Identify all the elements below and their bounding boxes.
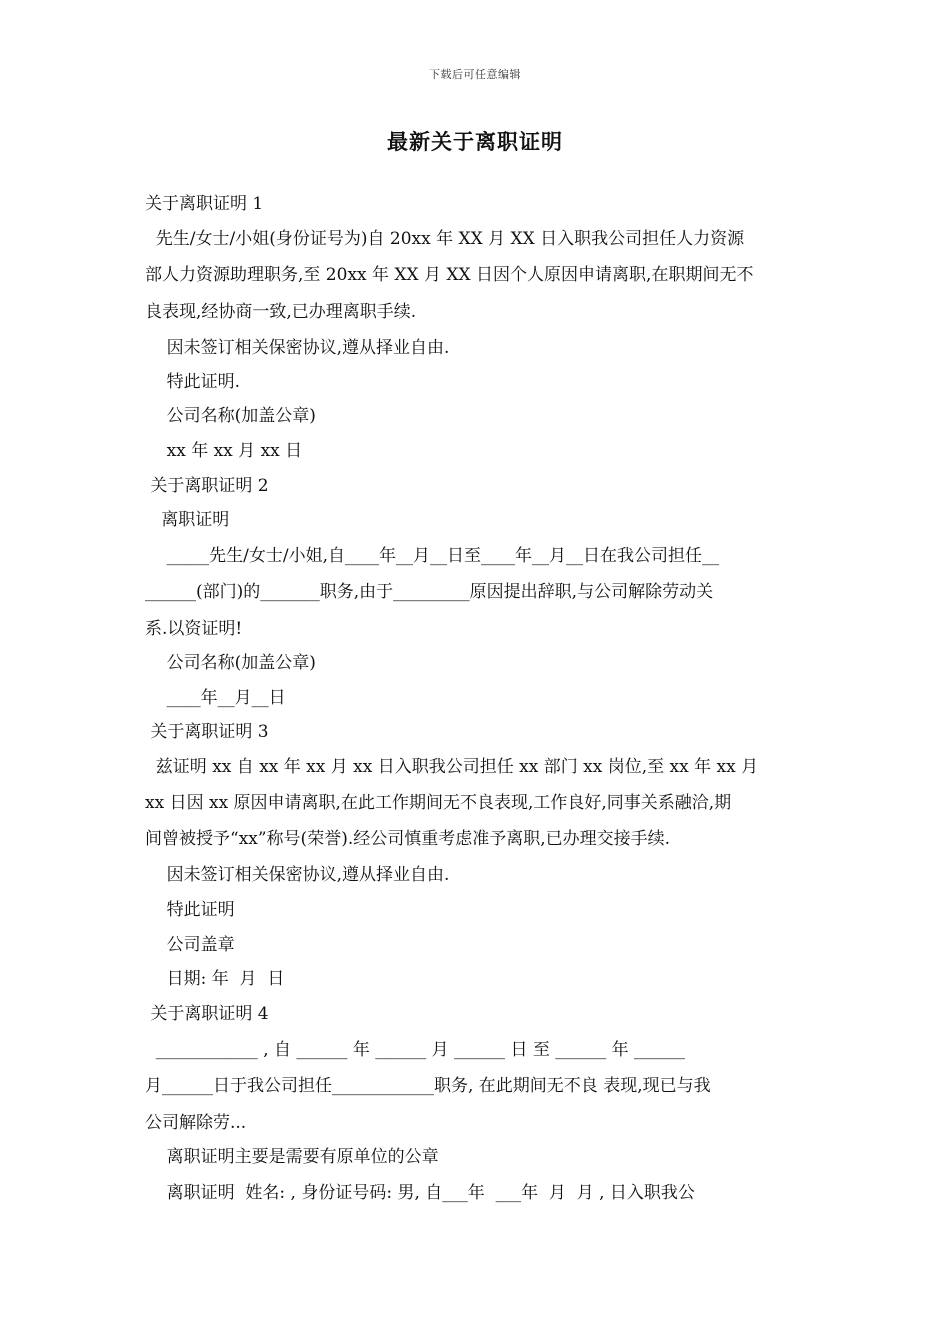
body-line: 兹证明 xx 自 xx 年 xx 月 xx 日入职我公司担任 xx 部门 xx 岗位,至 xx 年 xx 月 xyxy=(145,757,759,777)
body-line: 离职证明 姓名: , 身份证号码: 男, 自___年 ___年 月 月 , 日入职我公 xyxy=(145,1183,695,1203)
body-line: ____________ , 自 ______ 年 ______ 月 ______ 日 至 ______ 年 ______ xyxy=(145,1040,686,1060)
body-line: 月______日于我公司担任____________职务, 在此期间无不良 表现,现已与我 xyxy=(145,1076,711,1096)
body-line: 特此证明. xyxy=(145,372,241,392)
body-line: _____先生/女士/小姐,自____年__月__日至____年__月__日在我公司担任__ xyxy=(145,546,719,566)
signature-date: 日期: 年 月 日 xyxy=(145,969,285,989)
body-line: xx 日因 xx 原因申请离职,在此工作期间无不良表现,工作良好,同事关系融洽,期 xyxy=(145,793,732,813)
signature-company: 公司名称(加盖公章) xyxy=(145,406,316,426)
section-heading-2: 关于离职证明 2 xyxy=(145,476,269,496)
document-title: 最新关于离职证明 xyxy=(387,129,563,154)
section-heading-3: 关于离职证明 3 xyxy=(145,722,269,742)
body-line: 离职证明 xyxy=(145,510,230,530)
body-line: 系.以资证明! xyxy=(145,619,243,639)
body-line: 离职证明主要是需要有原单位的公章 xyxy=(145,1147,439,1167)
body-line: 先生/女士/小姐(身份证号为)自 20xx 年 XX 月 XX 日入职我公司担任人力资源 xyxy=(145,229,745,249)
body-line: 因未签订相关保密协议,遵从择业自由. xyxy=(145,865,450,885)
body-line: ______(部门)的_______职务,由于_________原因提出辞职,与公司解除劳动关 xyxy=(145,582,714,602)
page-header-note: 下载后可任意编辑 xyxy=(429,68,521,81)
body-line: 特此证明 xyxy=(145,900,235,920)
body-line: 公司解除劳... xyxy=(145,1113,247,1133)
signature-date: ____年__月__日 xyxy=(145,688,286,708)
body-line: 部人力资源助理职务,至 20xx 年 XX 月 XX 日因个人原因申请离职,在职期间无不 xyxy=(145,265,754,285)
section-heading-1: 关于离职证明 1 xyxy=(145,194,264,214)
body-line: 因未签订相关保密协议,遵从择业自由. xyxy=(145,338,450,358)
signature-company: 公司盖章 xyxy=(145,935,235,955)
body-line: 良表现,经协商一致,已办理离职手续. xyxy=(145,302,417,322)
body-line: 间曾被授予“xx”称号(荣誉).经公司慎重考虑准予离职,已办理交接手续. xyxy=(145,829,671,849)
section-heading-4: 关于离职证明 4 xyxy=(145,1004,269,1024)
signature-company: 公司名称(加盖公章) xyxy=(145,653,316,673)
signature-date: xx 年 xx 月 xx 日 xyxy=(145,441,303,461)
